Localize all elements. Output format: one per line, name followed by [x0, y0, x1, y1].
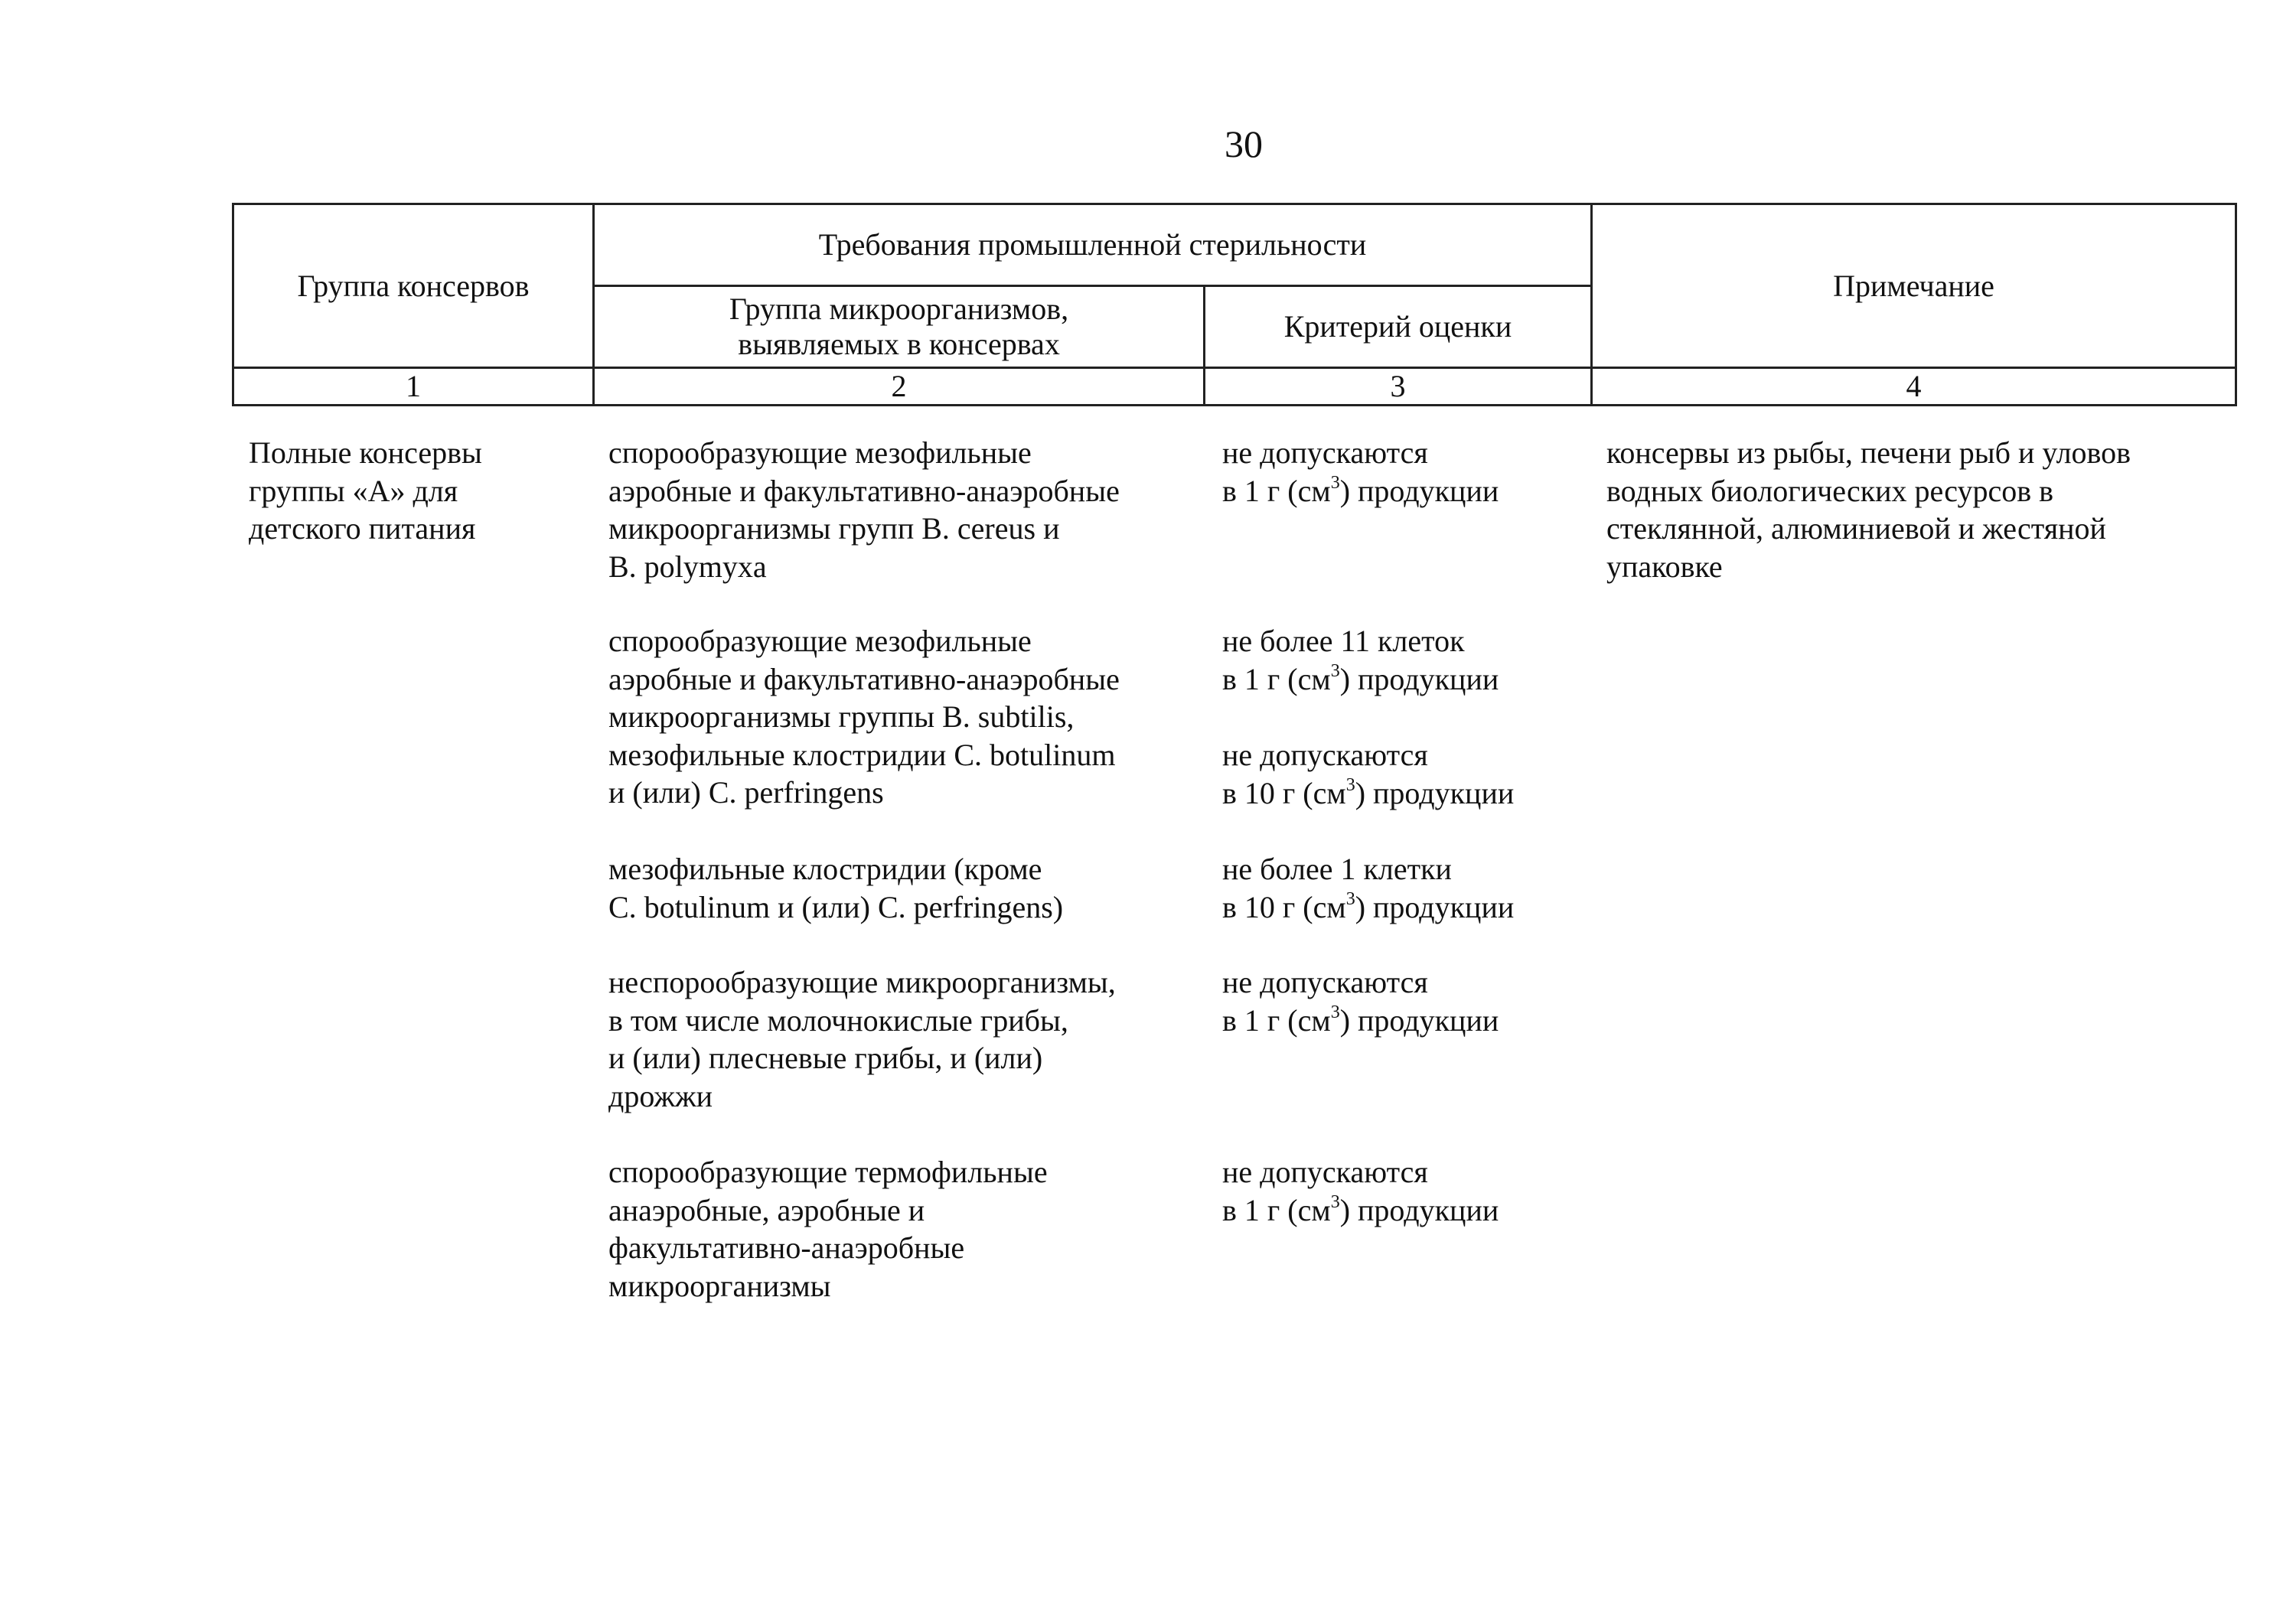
- microorganism-line: спорообразующие мезофильные: [608, 435, 1032, 470]
- note-cell: [1606, 434, 2131, 585]
- microorganism-line: и (или) C. perfringens: [608, 775, 884, 810]
- microorganism-line: микроорганизмы группы B. subtilis,: [608, 699, 1075, 734]
- column-number-1: 1: [233, 368, 594, 406]
- canned-group-line: детского питания: [249, 511, 476, 546]
- microorganism-line: дрожжи: [608, 1078, 713, 1113]
- microorganism-group-cell: [608, 963, 1116, 1115]
- criterion-line: не допускаются: [1222, 435, 1428, 470]
- criterion-line: не допускаются: [1222, 965, 1428, 999]
- microorganism-line: мезофильные клостридии C. botulinum: [608, 737, 1116, 772]
- canned-group-cell: [249, 434, 482, 548]
- criterion-unit-line: в 10 г $(см^3)$ продукции: [1222, 889, 1515, 924]
- microorganism-group-cell: [608, 434, 1120, 585]
- criterion-unit-line: в 1 г $(см^3)$ продукции: [1222, 1002, 1499, 1038]
- criterion-unit-line: в 1 г $(см^3)$ продукции: [1222, 473, 1499, 508]
- microorganisms-column-header: [594, 286, 1205, 368]
- microorganism-group-cell: [608, 850, 1063, 926]
- note-column-header: Примечание: [1592, 204, 2236, 368]
- criterion-line: не допускаются: [1222, 738, 1428, 772]
- criterion-cell: [1222, 963, 1499, 1039]
- microorganism-group-cell: [608, 1153, 1048, 1305]
- canned-group-line: группы «А» для: [249, 473, 458, 508]
- page-number: 30: [1225, 122, 1263, 165]
- microorganism-line: неспорообразующие микроорганизмы,: [608, 965, 1116, 999]
- microorganism-line: спорообразующие термофильные: [608, 1155, 1048, 1189]
- note-line: водных биологических ресурсов в: [1606, 473, 2054, 508]
- microorganism-line: микроорганизмы групп B. cereus и: [608, 511, 1060, 546]
- table-header: [232, 203, 2237, 406]
- microorganism-line: аэробные и факультативно-анаэробные: [608, 473, 1120, 508]
- microorganism-line: спорообразующие мезофильные: [608, 624, 1032, 658]
- column-number-3: 3: [1205, 368, 1592, 406]
- criterion-column-header: Критерий оценки: [1205, 286, 1592, 368]
- column-number-2: 2: [594, 368, 1205, 406]
- microorganisms-header-line1: Группа микроорганизмов,: [729, 292, 1069, 326]
- criterion-cell: [1222, 622, 1499, 698]
- criterion-line: не более 11 клеток: [1222, 624, 1465, 658]
- criterion-cell: [1222, 1153, 1499, 1229]
- criterion-unit-line: в 10 г $(см^3)$ продукции: [1222, 775, 1515, 810]
- criterion-unit-line: в 1 г $(см^3)$ продукции: [1222, 1192, 1499, 1227]
- criterion-line: не допускаются: [1222, 1155, 1428, 1189]
- note-line: упаковке: [1606, 549, 1723, 584]
- microorganism-line: аэробные и факультативно-анаэробные: [608, 661, 1120, 696]
- microorganism-line: B. polymyxa: [608, 549, 767, 584]
- canned-group-line: Полные консервы: [249, 435, 482, 470]
- criterion-cell: [1222, 434, 1499, 510]
- note-line: консервы из рыбы, печени рыб и уловов: [1606, 435, 2131, 470]
- microorganism-line: C. botulinum и (или) C. perfringens): [608, 889, 1064, 924]
- note-line: стеклянной, алюминиевой и жестяной: [1606, 511, 2106, 546]
- microorganisms-header-line2: выявляемых в консервах: [738, 327, 1060, 361]
- microorganism-line: в том числе молочнокислые грибы,: [608, 1002, 1068, 1038]
- criterion-cell: [1222, 736, 1514, 812]
- microorganism-line: и (или) плесневые грибы, и (или): [608, 1041, 1043, 1075]
- microorganism-line: факультативно-анаэробные: [608, 1230, 965, 1265]
- microorganism-line: мезофильные клостридии (кроме: [608, 852, 1042, 886]
- requirements-column-header: Требования промышленной стерильности: [594, 204, 1592, 286]
- criterion-unit-line: в 1 г $(см^3)$ продукции: [1222, 661, 1499, 696]
- criterion-line: не более 1 клетки: [1222, 852, 1452, 886]
- criterion-cell: [1222, 850, 1514, 926]
- column-number-4: 4: [1592, 368, 2236, 406]
- microorganism-line: анаэробные, аэробные и: [608, 1192, 925, 1227]
- microorganism-group-cell: [608, 622, 1120, 812]
- microorganism-line: микроорганизмы: [608, 1268, 831, 1303]
- group-column-header: Группа консервов: [233, 204, 594, 368]
